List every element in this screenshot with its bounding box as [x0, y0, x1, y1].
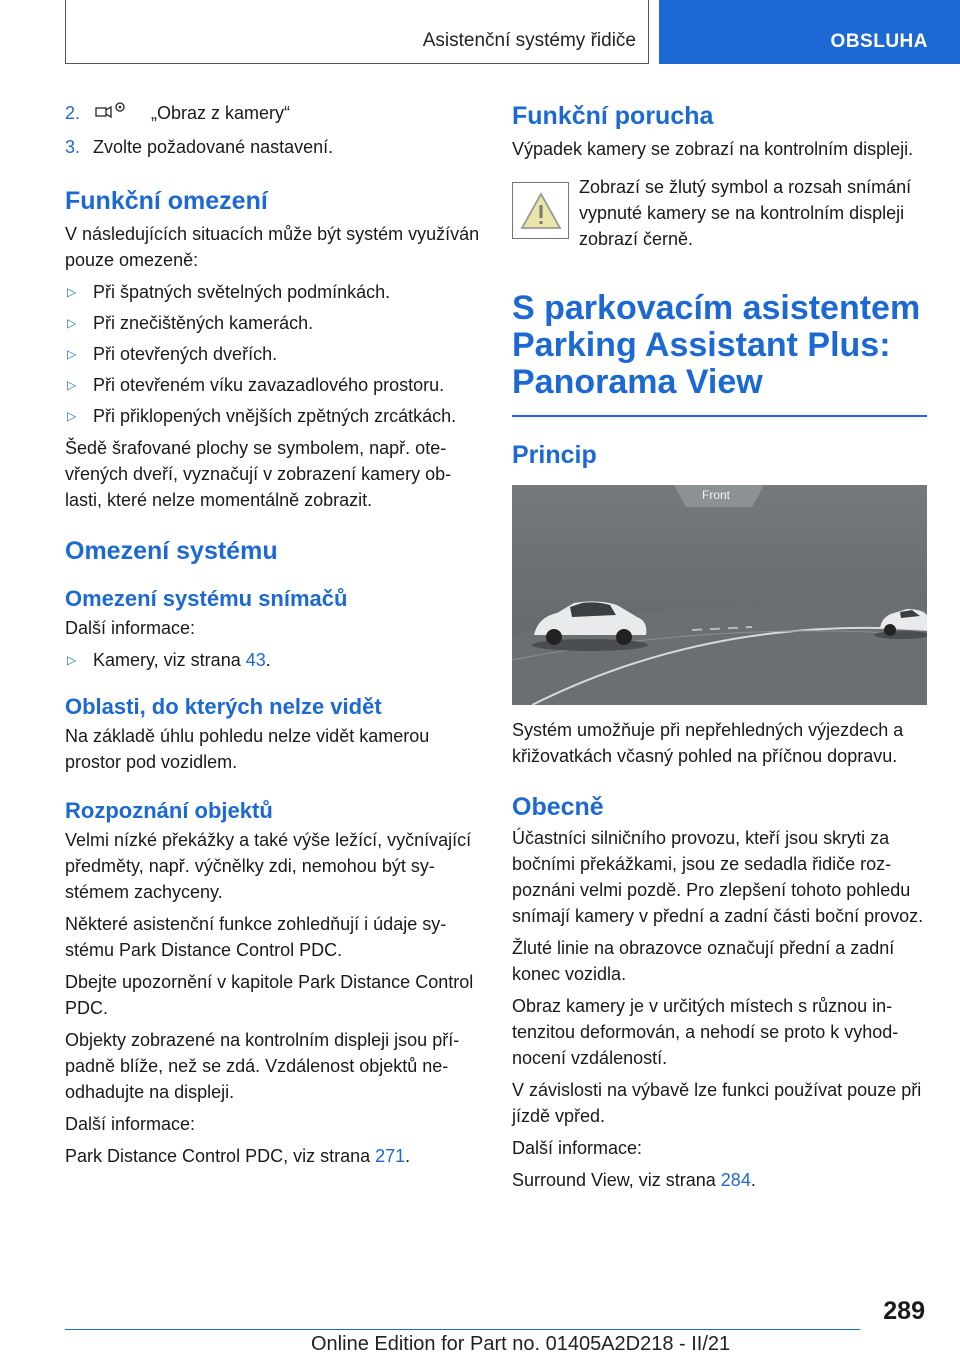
footer-rule [65, 1329, 860, 1330]
step-number: 2. [65, 103, 81, 123]
not-visible-text: Na základě úhlu pohledu nelze vidět kamerou prostor pod vozidlem. [65, 726, 430, 772]
func-limits-intro: V následujících situacích může být systém využíván pouze omezeně: [65, 224, 480, 270]
ref-text: Kamery, viz strana [93, 650, 241, 670]
header-section-tab [659, 0, 960, 64]
object-recognition-p4: Objekty zobrazené na kontrolním displeji jsou případně blíže, než se zdá. Vzdálenost objektů neodhadujte na displeji. [65, 1030, 460, 1102]
func-limits-note: Šedě šrafované plochy se symbolem, např. otevřených dveří, vyznačují v zobrazení kamery oblasti, které nelze momentálně zobrazit. [65, 438, 452, 510]
object-recognition-ref [65, 1143, 480, 1169]
list-item [65, 403, 480, 429]
object-recognition-p2: Některé asistenční funkce zohledňují i údaje systému Park Distance Control PDC. [65, 914, 447, 960]
page-link-284[interactable]: 284 [720, 1170, 751, 1190]
general-more: Další informace: [512, 1138, 643, 1158]
page-link-271[interactable]: 271 [375, 1146, 406, 1166]
page-number: 289 [883, 1297, 925, 1325]
triangle-bullet-icon: ▷ [67, 653, 77, 667]
list-item [65, 341, 480, 367]
warning-triangle-icon [512, 182, 569, 239]
general-p4: V závislosti na výbavě lze funkci používat pouze při jízdě vpřed. [512, 1080, 922, 1126]
ref-end: . [405, 1146, 411, 1166]
list-item [65, 372, 480, 398]
ref-end: . [750, 1170, 756, 1190]
camera-settings-icon [93, 100, 129, 122]
malfunction-text: Výpadek kamery se zobrazí na kontrolním displeji. [512, 139, 914, 159]
header-section-label: OBSLUHA [830, 31, 928, 52]
list-item-text: Při otevřených dveřích. [93, 344, 278, 364]
list-item-text: Při otevřeném víku zavazadlového prostoru. [93, 375, 445, 395]
list-item-text: Při přiklopených vnějších zpětných zrcátkách. [93, 406, 457, 426]
triangle-bullet-icon: ▷ [67, 347, 77, 361]
footer-edition: Online Edition for Part no. 01405A2D218 - II/21 [311, 1333, 731, 1355]
ref-end: . [265, 650, 271, 670]
step-text: „Obraz z kamery“ [151, 103, 291, 123]
warning-note [512, 174, 927, 252]
header-title: Asistenční systémy řidiče [422, 30, 636, 51]
warning-text: Zobrazí se žlutý symbol a rozsah snímání vypnuté kamery se na kontrolním displeji zobrazí černě. [579, 177, 912, 249]
list-item [65, 647, 480, 673]
principle-text: Systém umožňuje při nepřehledných výjezdech a křižovatkách včasný pohled na příčnou dopravu. [512, 720, 904, 766]
triangle-bullet-icon: ▷ [67, 378, 77, 392]
section-title: S parkovacím asistentem Parking Assistant Plus: Panorama View [512, 289, 921, 401]
object-recognition-p1: Velmi nízké překážky a také výše ležící, vyčnívající předměty, např. výčnělky zdi, nemohou být systémem zachyceny. [65, 830, 472, 902]
list-item [65, 310, 480, 336]
ref-text: Park Distance Control PDC, viz strana [65, 1146, 371, 1166]
list-item-text [93, 647, 271, 673]
object-recognition-more: Další informace: [65, 1114, 196, 1134]
general-ref [512, 1167, 927, 1193]
triangle-bullet-icon: ▷ [67, 316, 77, 330]
list-item-text: Při znečištěných kamerách. [93, 313, 314, 333]
triangle-bullet-icon: ▷ [67, 409, 77, 423]
step-3 [65, 134, 480, 160]
triangle-bullet-icon: ▷ [67, 285, 77, 299]
step-text: Zvolte požadované nastavení. [93, 137, 334, 157]
panorama-view-image [512, 485, 927, 705]
header-title-box [65, 0, 649, 64]
sensor-limits-more: Další informace: [65, 618, 196, 638]
page-link-43[interactable]: 43 [245, 650, 266, 670]
heading-principle: Princip [512, 441, 597, 469]
ref-text: Surround View, viz strana [512, 1170, 716, 1190]
heading-general: Obecně [512, 793, 604, 821]
heading-malfunction: Funkční porucha [512, 102, 714, 130]
heading-system-limits: Omezení systému [65, 537, 278, 565]
step-number: 3. [65, 137, 81, 157]
right-column [512, 100, 927, 1193]
section-rule [512, 415, 927, 417]
object-recognition-p3: Dbejte upozornění v kapitole Park Distance Control PDC. [65, 972, 474, 1018]
front-label: Front [702, 488, 731, 502]
general-p2: Žluté linie na obrazovce označují přední a zadní konec vozidla. [512, 938, 895, 984]
general-p1: Účastníci silničního provozu, kteří jsou skryti za bočními překážkami, jsou ze sedadla řidiče rozpoznáni velmi pozdě. Pro zlepšení tohoto pohledu snímají kamery v přední a zadní části boční provoz. [512, 828, 924, 926]
list-item [65, 279, 480, 305]
general-p3: Obraz kamery je v určitých místech s různou intenzitou deformován, a nehodí se proto k vyhodnocení vzdáleností. [512, 996, 899, 1068]
heading-func-limits: Funkční omezení [65, 187, 268, 215]
step-2 [65, 100, 480, 126]
heading-sensor-limits: Omezení systému snímačů [65, 586, 348, 611]
list-item-text: Při špatných světelných podmínkách. [93, 282, 391, 302]
heading-object-recognition: Rozpoznání objektů [65, 798, 273, 823]
heading-not-visible: Oblasti, do kterých nelze vidět [65, 694, 382, 719]
panorama-scene-illustration [512, 485, 927, 705]
left-column [65, 100, 480, 1169]
